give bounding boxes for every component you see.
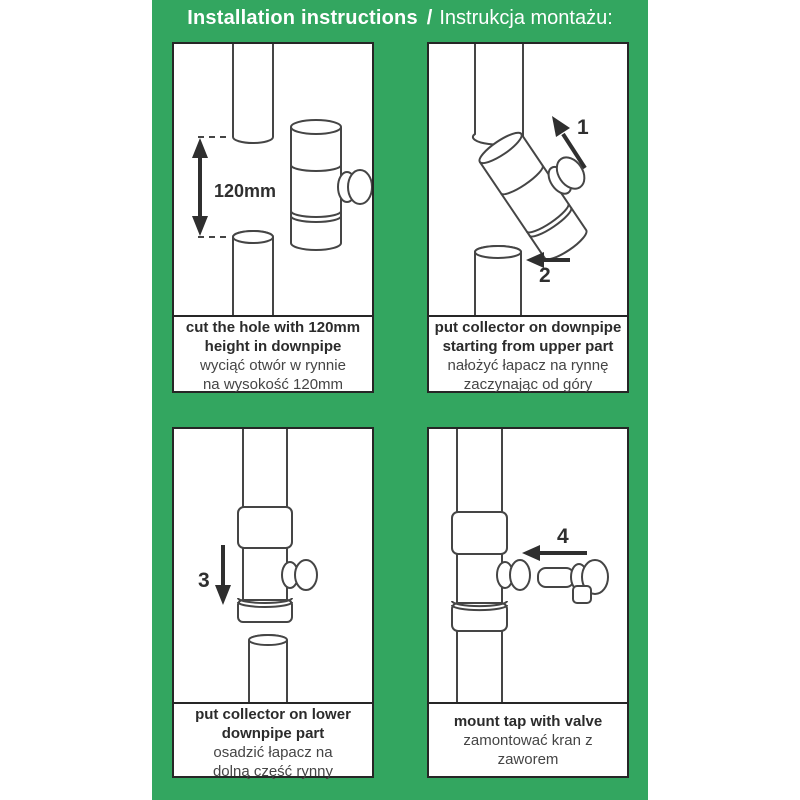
caption-line: zaczynając od góry [463,376,593,393]
caption-line: dolną część rynny [212,763,334,780]
downpipe-fill [457,429,502,702]
caption-line: mount tap with valve [453,712,603,730]
caption-line: starting from upper part [442,338,614,355]
arrow-left-icon [522,545,587,561]
instruction-panel-1 [172,42,374,393]
dimension-arrow-icon [192,138,208,236]
downpipe-lower-rim [233,231,273,243]
tap-with-valve [538,560,608,603]
caption-line: osadzić łapacz na [213,744,333,761]
caption-line: downpipe part [221,725,325,742]
downpipe-lower-rim [249,635,287,645]
collector-illustration [291,120,372,250]
arrow-down-icon [215,545,231,605]
panel-3-caption [174,702,372,782]
step-label-1: 1 [577,116,589,139]
caption-line: height in downpipe [204,338,342,355]
title-polish: Instrukcja montażu: [439,6,613,29]
panel-4-drawing [429,429,627,702]
title-english: Installation instructions [187,6,418,29]
step-label-2: 2 [539,264,551,287]
collector-spout-end [510,560,530,590]
caption-line: put collector on lower [195,706,351,723]
panel-2-illustration [429,44,627,315]
panel-1-drawing [174,44,372,315]
caption-line: wyciąć otwór w rynnie [200,357,346,374]
collector-upper-sleeve [452,512,507,554]
downpipe-upper [473,44,523,145]
panel-4-caption [429,702,627,776]
panel-3-drawing [174,429,372,702]
sheet-title [152,0,648,36]
dimension-label: 120mm [214,181,277,201]
collector-upper-sleeve [238,507,292,548]
caption-line: na wysokość 120mm [202,376,344,393]
caption-line: put collector on downpipe [434,319,622,336]
panel-1-caption [174,315,372,395]
title-separator: / [426,6,433,29]
caption-line: cut the hole with 120mm [185,319,361,336]
step-label-4: 4 [557,525,569,548]
step-label-3: 3 [198,569,210,592]
instruction-sheet [152,0,648,800]
instruction-panel-4 [427,427,629,778]
panel-4-illustration [429,429,627,702]
panel-2-caption [429,315,627,395]
instruction-panel-3 [172,427,374,778]
collector-lower-sleeve [452,603,507,631]
downpipe-upper [233,44,273,143]
caption-line: zamontować kran z zaworem [463,731,593,768]
downpipe-lower-rim [475,246,521,258]
valve-handle [573,586,591,603]
instruction-panel-2 [427,42,629,393]
collector-spout-end [295,560,317,590]
panel-2-drawing [429,44,627,315]
caption-line: nałożyć łapacz na rynnę [447,357,609,374]
panel-3-illustration [174,429,372,702]
panel-1-illustration [174,44,372,315]
